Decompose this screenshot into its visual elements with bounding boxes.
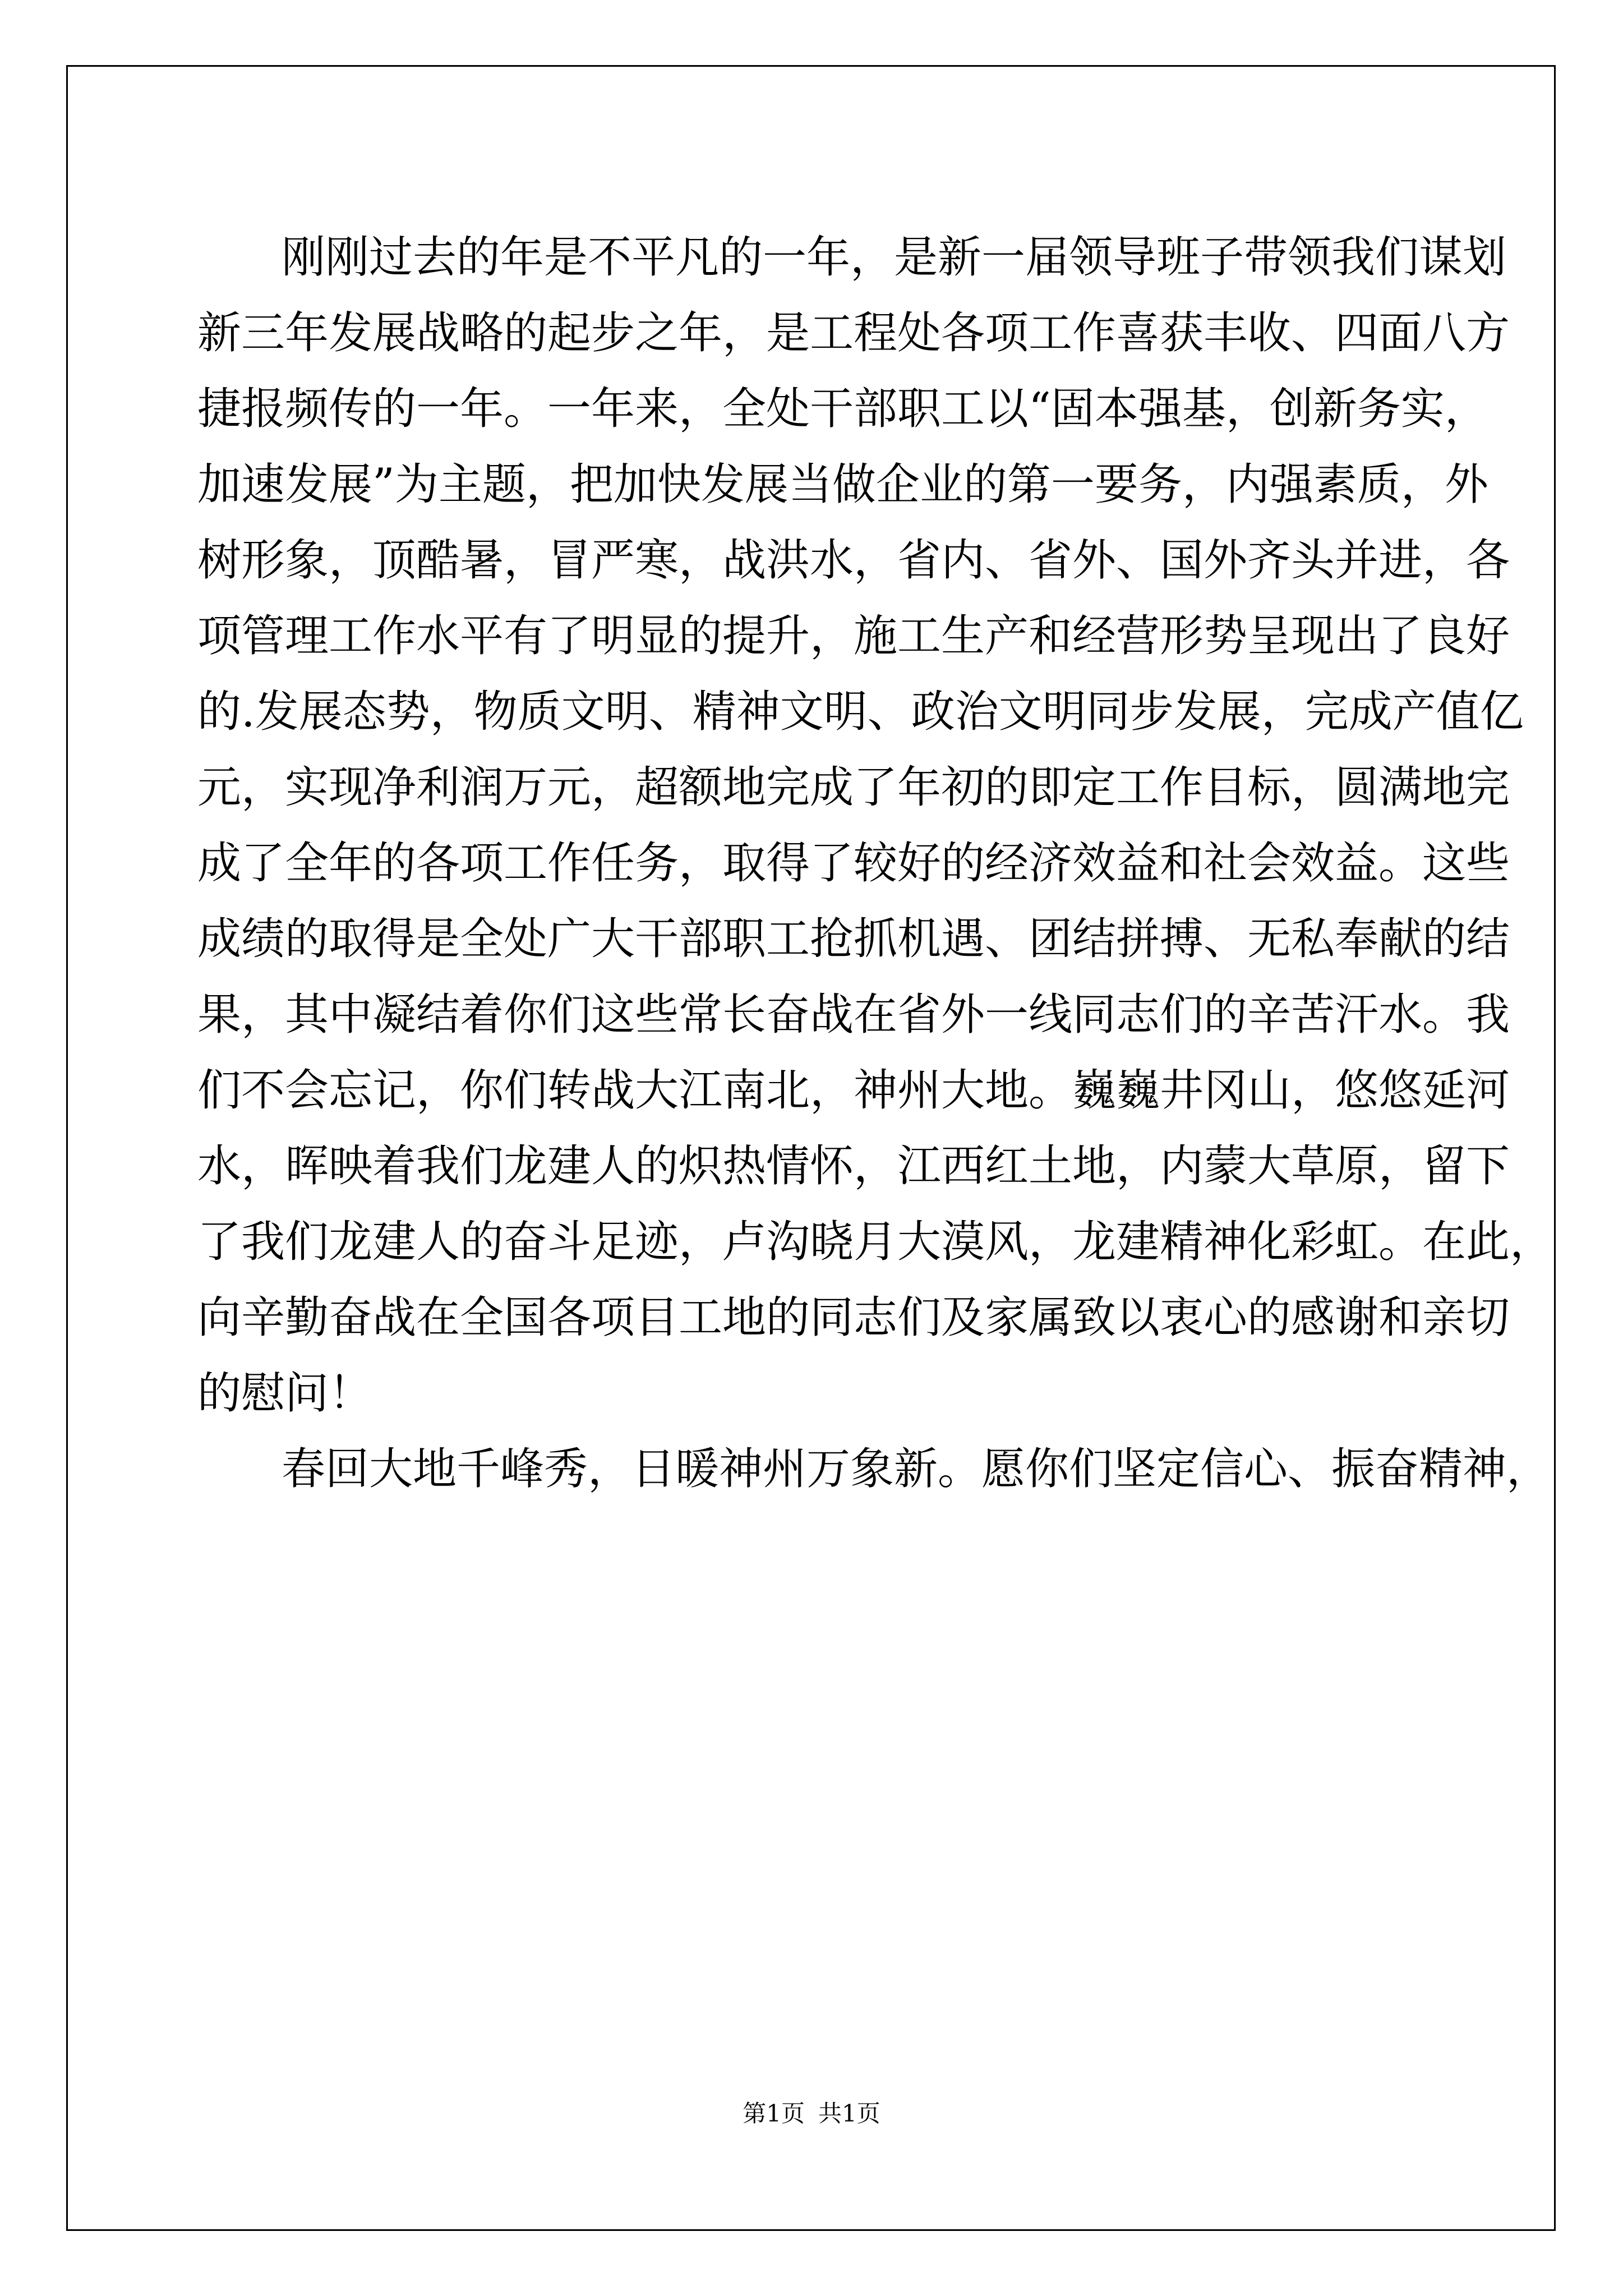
page-number: 第1页 [743, 2100, 805, 2127]
paragraph-1-line-11: 果，其中凝结着你们这些常长奋战在省外一线同志们的辛苦汗水。我 [197, 990, 1510, 1040]
paragraph-2-line-1: 春回大地千峰秀，日暖神州万象新。愿你们坚定信心、振奋精神， [282, 1444, 1551, 1494]
paragraph-1-line-14: 了我们龙建人的奋斗足迹，卢沟晓月大漠风，龙建精神化彩虹。在此， [197, 1217, 1554, 1267]
paragraph-1-line-6: 项管理工作水平有了明显的提升，施工生产和经营形势呈现出了良好 [197, 611, 1510, 661]
paragraph-1-line-15: 向辛勤奋战在全国各项目工地的同志们及家属致以衷心的感谢和亲切 [197, 1292, 1510, 1343]
paragraph-1-line-10: 成绩的取得是全处广大干部职工抢抓机遇、团结拼搏、无私奉献的结 [197, 914, 1510, 964]
paragraph-1-line-4: 加速发展”为主题，把加快发展当做企业的第一要务，内强素质，外 [197, 459, 1488, 510]
paragraph-1-line-5: 树形象，顶酷暑，冒严寒，战洪水，省内、省外、国外齐头并进，各 [197, 535, 1510, 586]
paragraph-1-line-13: 水，晖映着我们龙建人的炽热情怀，江西红土地，内蒙大草原，留下 [197, 1141, 1510, 1191]
paragraph-1-line-2: 新三年发展战略的起步之年，是工程处各项工作喜获丰收、四面八方 [197, 308, 1510, 358]
paragraph-1-line-9: 成了全年的各项工作任务，取得了较好的经济效益和社会效益。这些 [197, 838, 1510, 889]
paragraph-1-line-1: 刚刚过去的年是不平凡的一年，是新一届领导班子带领我们谋划 [282, 232, 1507, 283]
paragraph-1-line-16: 的慰问！ [197, 1368, 373, 1419]
page-footer [0, 2095, 1623, 2129]
paragraph-1-line-8: 元，实现净利润万元，超额地完成了年初的即定工作目标，圆满地完 [197, 762, 1510, 813]
paragraph-1-line-12: 们不会忘记，你们转战大江南北，神州大地。巍巍井冈山，悠悠延河 [197, 1065, 1510, 1116]
page-total: 共1页 [818, 2100, 880, 2127]
paragraph-1-line-3: 捷报频传的一年。一年来，全处干部职工以“固本强基，创新务实， [197, 384, 1488, 434]
paragraph-1-line-7: 的.发展态势，物质文明、精神文明、政治文明同步发展，完成产值亿 [197, 687, 1524, 737]
